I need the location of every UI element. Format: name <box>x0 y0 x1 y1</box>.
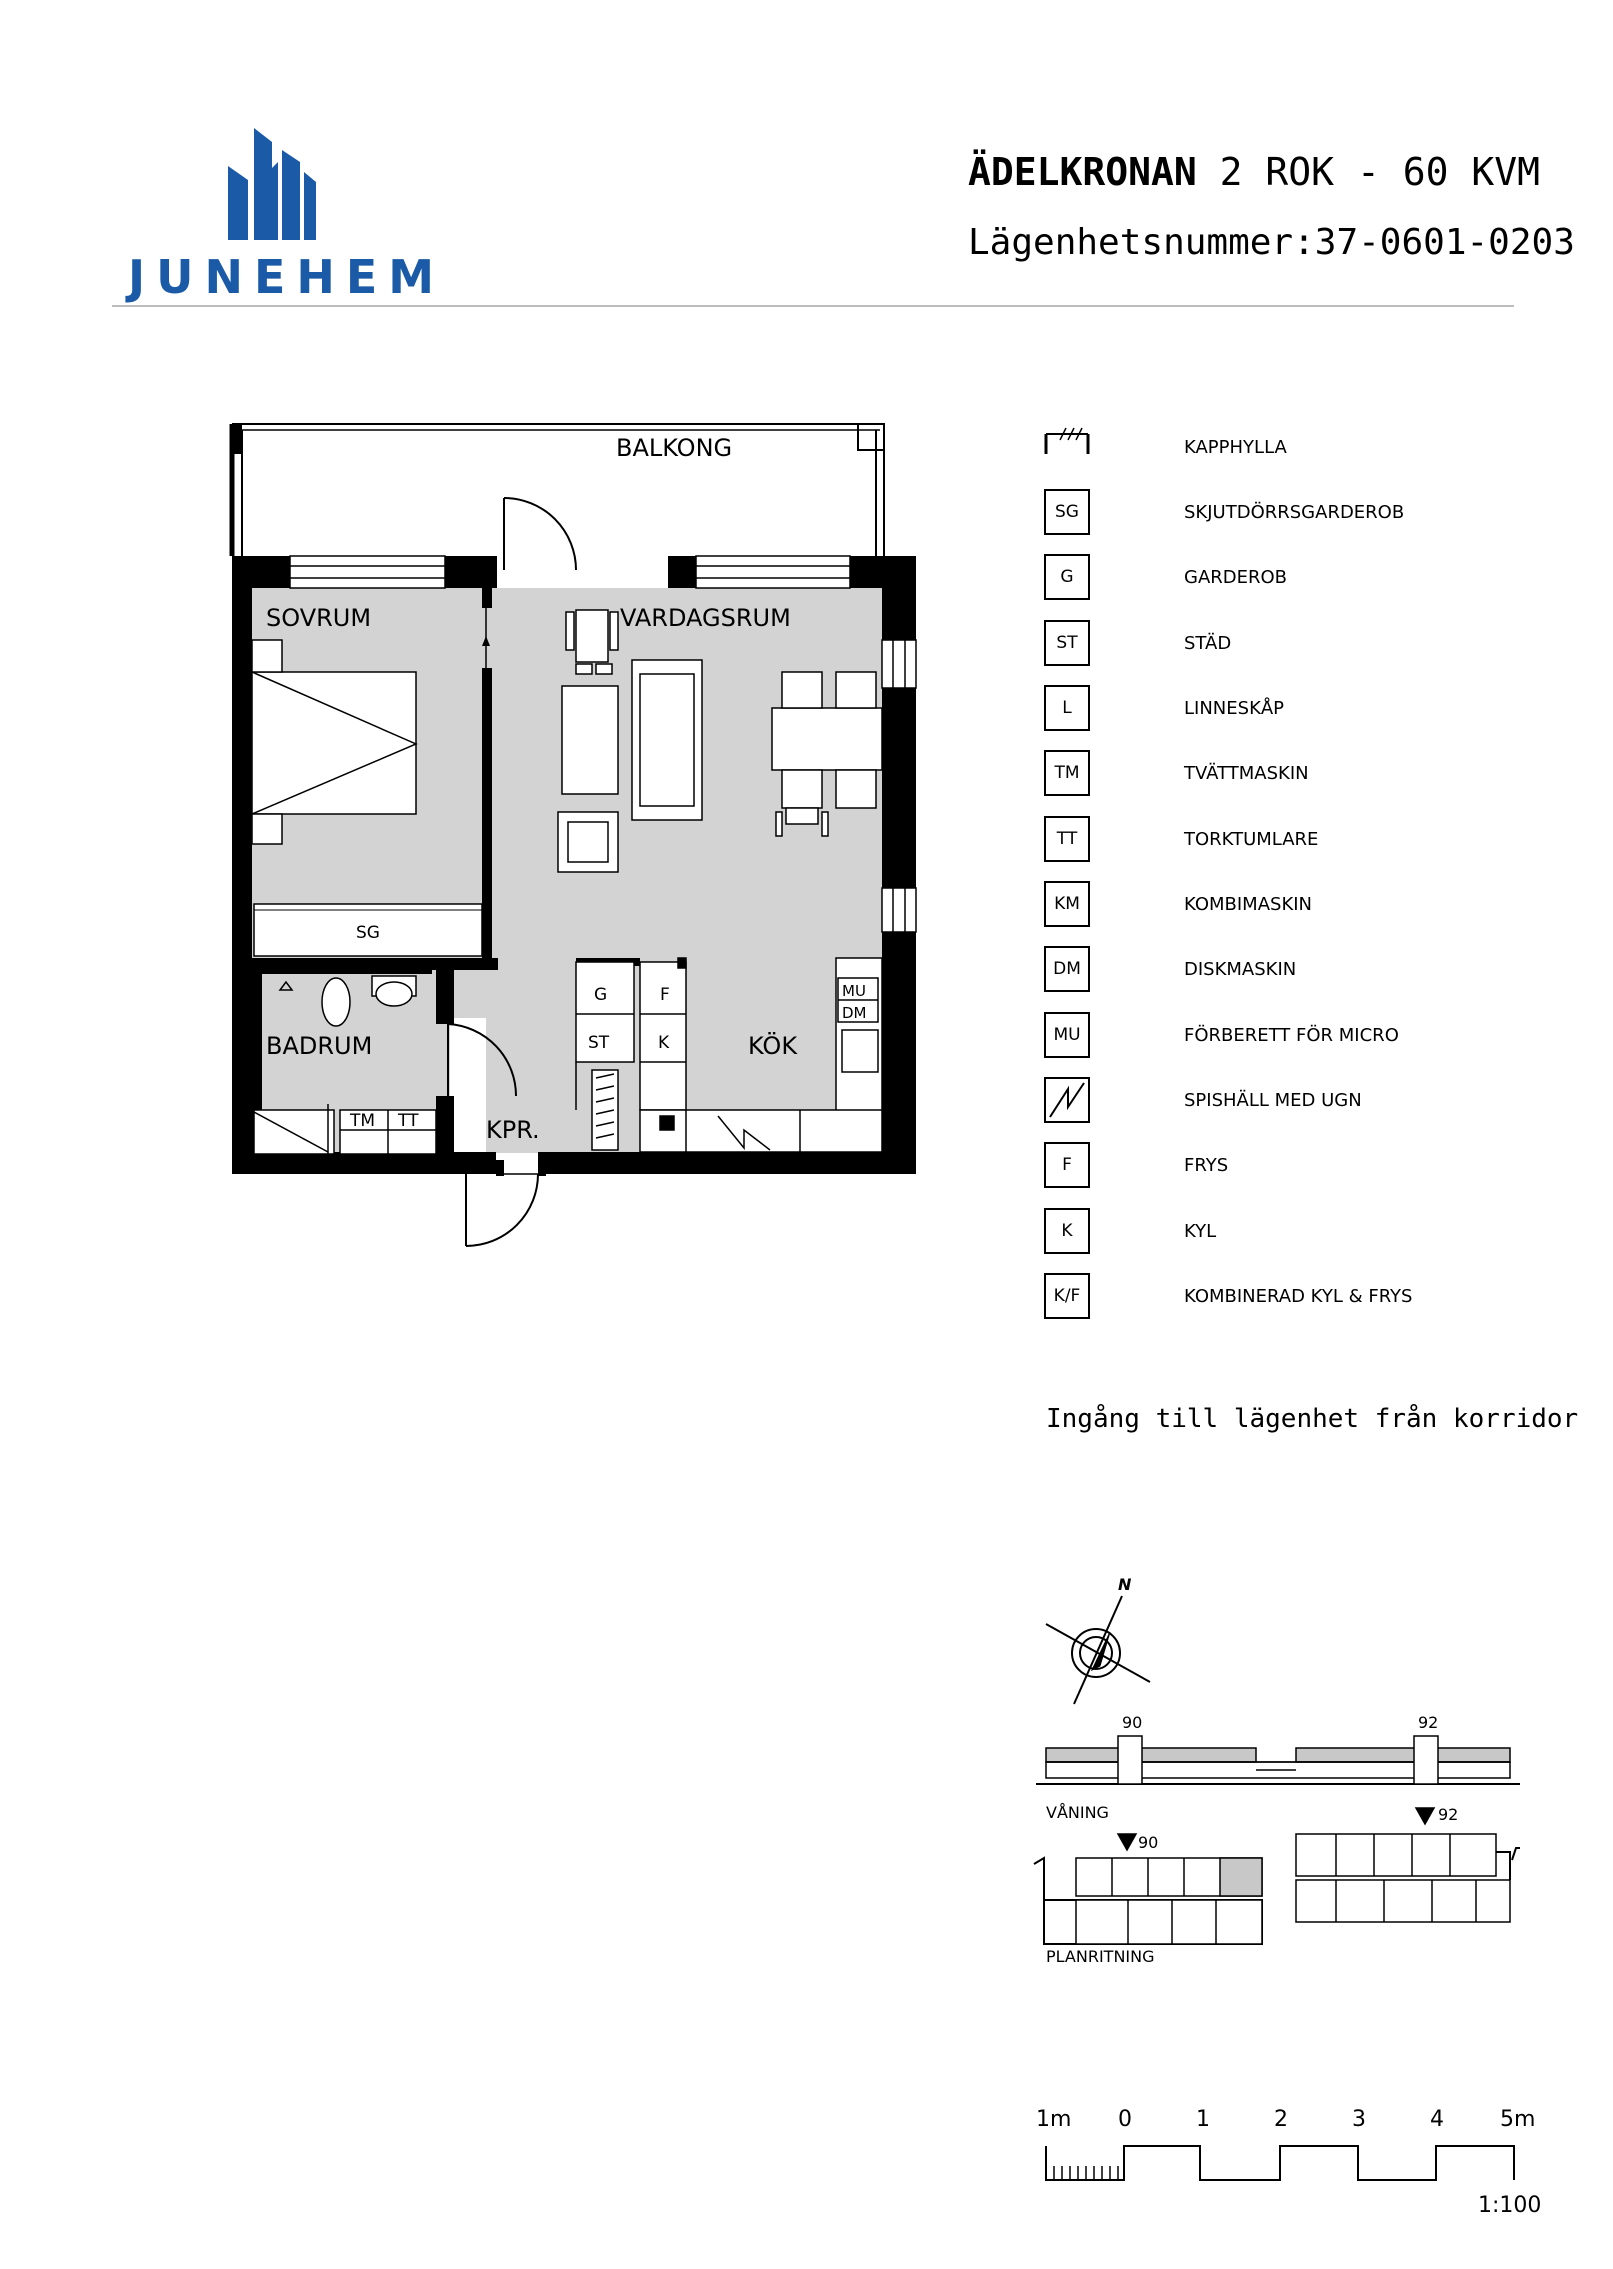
legend-label: FRYS <box>1184 1154 1229 1176</box>
legend-label: FÖRBERETT FÖR MICRO <box>1184 1024 1399 1046</box>
plan-label: PLANRITNING <box>1046 1947 1155 1966</box>
legend-code: F <box>1044 1142 1090 1188</box>
scale-tick: 3 <box>1352 2107 1366 2132</box>
fixture-fridge: K <box>658 1033 670 1053</box>
scale-bar <box>1046 2146 1514 2180</box>
apartment-summary: 2 ROK - 60 KVM <box>1219 150 1540 194</box>
legend-code: K/F <box>1044 1273 1090 1319</box>
fixture-microwave: MU <box>842 982 866 1000</box>
legend-label: KYL <box>1184 1220 1217 1242</box>
legend-code: ST <box>1044 620 1090 666</box>
scale-tick: 2 <box>1274 2107 1288 2132</box>
legend-label: STÄD <box>1184 632 1232 654</box>
legend-code: K <box>1044 1208 1090 1254</box>
fixture-washer: TM <box>350 1111 376 1131</box>
legend-label: KOMBINERAD KYL & FRYS <box>1184 1285 1413 1307</box>
legend-label: SPISHÄLL MED UGN <box>1184 1089 1362 1111</box>
fixture-cleaning: ST <box>588 1033 610 1053</box>
legend-label: KOMBIMASKIN <box>1184 893 1313 915</box>
room-bedroom: SOVRUM <box>266 604 372 632</box>
legend-label: KAPPHYLLA <box>1184 436 1287 458</box>
room-hall: KPR. <box>486 1116 540 1144</box>
legend-code: DM <box>1044 946 1090 992</box>
room-balcony: BALKONG <box>616 434 733 462</box>
scale-tick: 0 <box>1118 2107 1132 2132</box>
legend-code: SG <box>1044 489 1090 535</box>
plan-view <box>1034 1805 1520 1966</box>
plan-stair-label-a: 90 <box>1138 1833 1159 1852</box>
legend-label: GARDEROB <box>1184 566 1288 588</box>
section-label: VÅNING <box>1046 1803 1109 1822</box>
fixture-wardrobe: G <box>594 985 608 1005</box>
north-label: N <box>1118 1575 1132 1594</box>
legend-label: TORKTUMLARE <box>1184 828 1319 850</box>
legend-label: DISKMASKIN <box>1184 958 1297 980</box>
legend-code: G <box>1044 554 1090 600</box>
stair-label-a: 90 <box>1122 1713 1143 1732</box>
scale-tick: 1 <box>1196 2107 1210 2132</box>
building-name: ÄDELKRONAN <box>968 150 1197 194</box>
plan-stair-label-b: 92 <box>1438 1805 1459 1824</box>
fixture-sliding-wardrobe: SG <box>356 923 380 943</box>
legend-code: KM <box>1044 881 1090 927</box>
compass-icon <box>1046 1575 1150 1704</box>
room-kitchen: KÖK <box>748 1032 798 1060</box>
legend-label: LINNESKÅP <box>1184 697 1285 719</box>
brand-name: JUNEHEM <box>128 250 446 304</box>
fixture-dryer: TT <box>398 1111 419 1131</box>
scale-tick: 1m <box>1036 2107 1072 2132</box>
entry-note: Ingång till lägenhet från korridor <box>1046 1404 1579 1434</box>
stair-label-b: 92 <box>1418 1713 1439 1732</box>
legend-label: SKJUTDÖRRSGARDEROB <box>1184 501 1405 523</box>
scale-tick: 4 <box>1430 2107 1444 2132</box>
fixture-freezer: F <box>660 985 670 1005</box>
legend-code: TT <box>1044 816 1090 862</box>
fixture-dishwasher: DM <box>842 1004 867 1022</box>
apartment-number: Lägenhetsnummer:37-0601-0203 <box>968 222 1575 263</box>
scale-tick: 5m <box>1500 2107 1536 2132</box>
legend-code: TM <box>1044 750 1090 796</box>
legend-code: L <box>1044 685 1090 731</box>
legend-code: MU <box>1044 1012 1090 1058</box>
room-living: VARDAGSRUM <box>620 604 791 632</box>
room-bathroom: BADRUM <box>266 1032 373 1060</box>
legend-label: TVÄTTMASKIN <box>1184 762 1309 784</box>
scale-ratio: 1:100 <box>1478 2193 1542 2218</box>
